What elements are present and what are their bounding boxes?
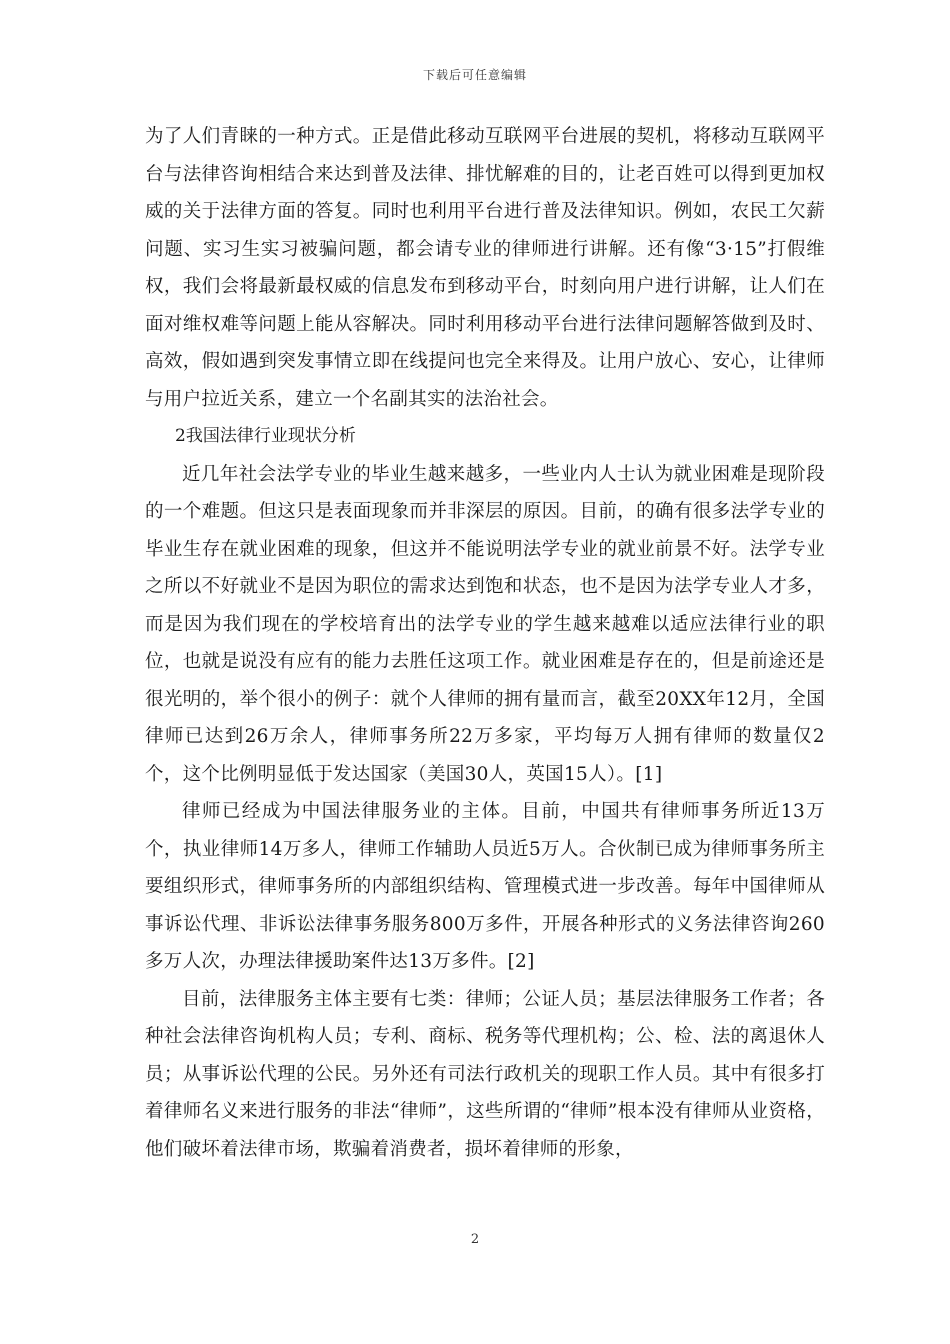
paragraph-lawyers-main-body: 律师已经成为中国法律服务业的主体。目前，中国共有律师事务所近13万个，执业律师14万多人，律师工作辅助人员近5万人。合伙制已成为律师事务所主要组织形式，律师事务所的内部组织结构、管理模式进一步改善。每年中国律师从事诉讼代理、非诉讼法律事务服务800万多件，开展各种形式的义务法律咨询260多万人次，办理法律援助案件达13万多件。[2]	[145, 801, 825, 972]
paragraph-service-subjects: 目前，法律服务主体主要有七类：律师；公证人员；基层法律服务工作者；各种社会法律咨询机构人员；专利、商标、税务等代理机构；公、检、法的离退休人员；从事诉讼代理的公民。另外还有司法行政机关的现职工作人员。其中有很多打着律师名义来进行服务的非法“律师”，这些所谓的“律师”根本没有律师从业资格，他们破坏着法律市场，欺骗着消费者，损坏着律师的形象，	[145, 988, 825, 1160]
paragraph-intro-continued: 为了人们青睐的一种方式。正是借此移动互联网平台进展的契机，将移动互联网平台与法律咨询相结合来达到普及法律、排忧解难的目的，让老百姓可以得到更加权威的关于法律方面的答复。同时也利用平台进行普及法律知识。例如，农民工欠薪问题、实习生实习被骗问题，都会请专业的律师进行讲解。还有像“3·15”打假维权，我们会将最新最权威的信息发布到移动平台，时刻向用户进行讲解，让人们在面对维权难等问题上能从容解决。同时利用移动平台进行法律问题解答做到及时、高效，假如遇到突发事情立即在线提问也完全来得及。让用户放心、安心，让律师与用户拉近关系，建立一个名副其实的法治社会。	[145, 126, 825, 410]
section-heading: 2我国法律行业现状分析	[175, 426, 356, 446]
page-header: 下载后可任意编辑	[422, 68, 527, 82]
page-number: 2	[470, 1232, 480, 1247]
paragraph-employment: 近几年社会法学专业的毕业生越来越多，一些业内人士认为就业困难是现阶段的一个难题。但这只是表面现象而并非深层的原因。目前，的确有很多法学专业的毕业生存在就业困难的现象，但这并不能说明法学专业的就业前景不好。法学专业之所以不好就业不是因为职位的需求达到饱和状态，也不是因为法学专业人才多，而是因为我们现在的学校培育出的法学专业的学生越来越难以适应法律行业的职位，也就是说没有应有的能力去胜任这项工作。就业困难是存在的，但是前途还是很光明的，举个很小的例子：就个人律师的拥有量而言，截至20XX年12月，全国律师已达到26万余人，律师事务所22万多家，平均每万人拥有律师的数量仅2个，这个比例明显低于发达国家（美国30人，英国15人）。[1]	[145, 463, 825, 785]
document-body	[145, 118, 825, 1168]
